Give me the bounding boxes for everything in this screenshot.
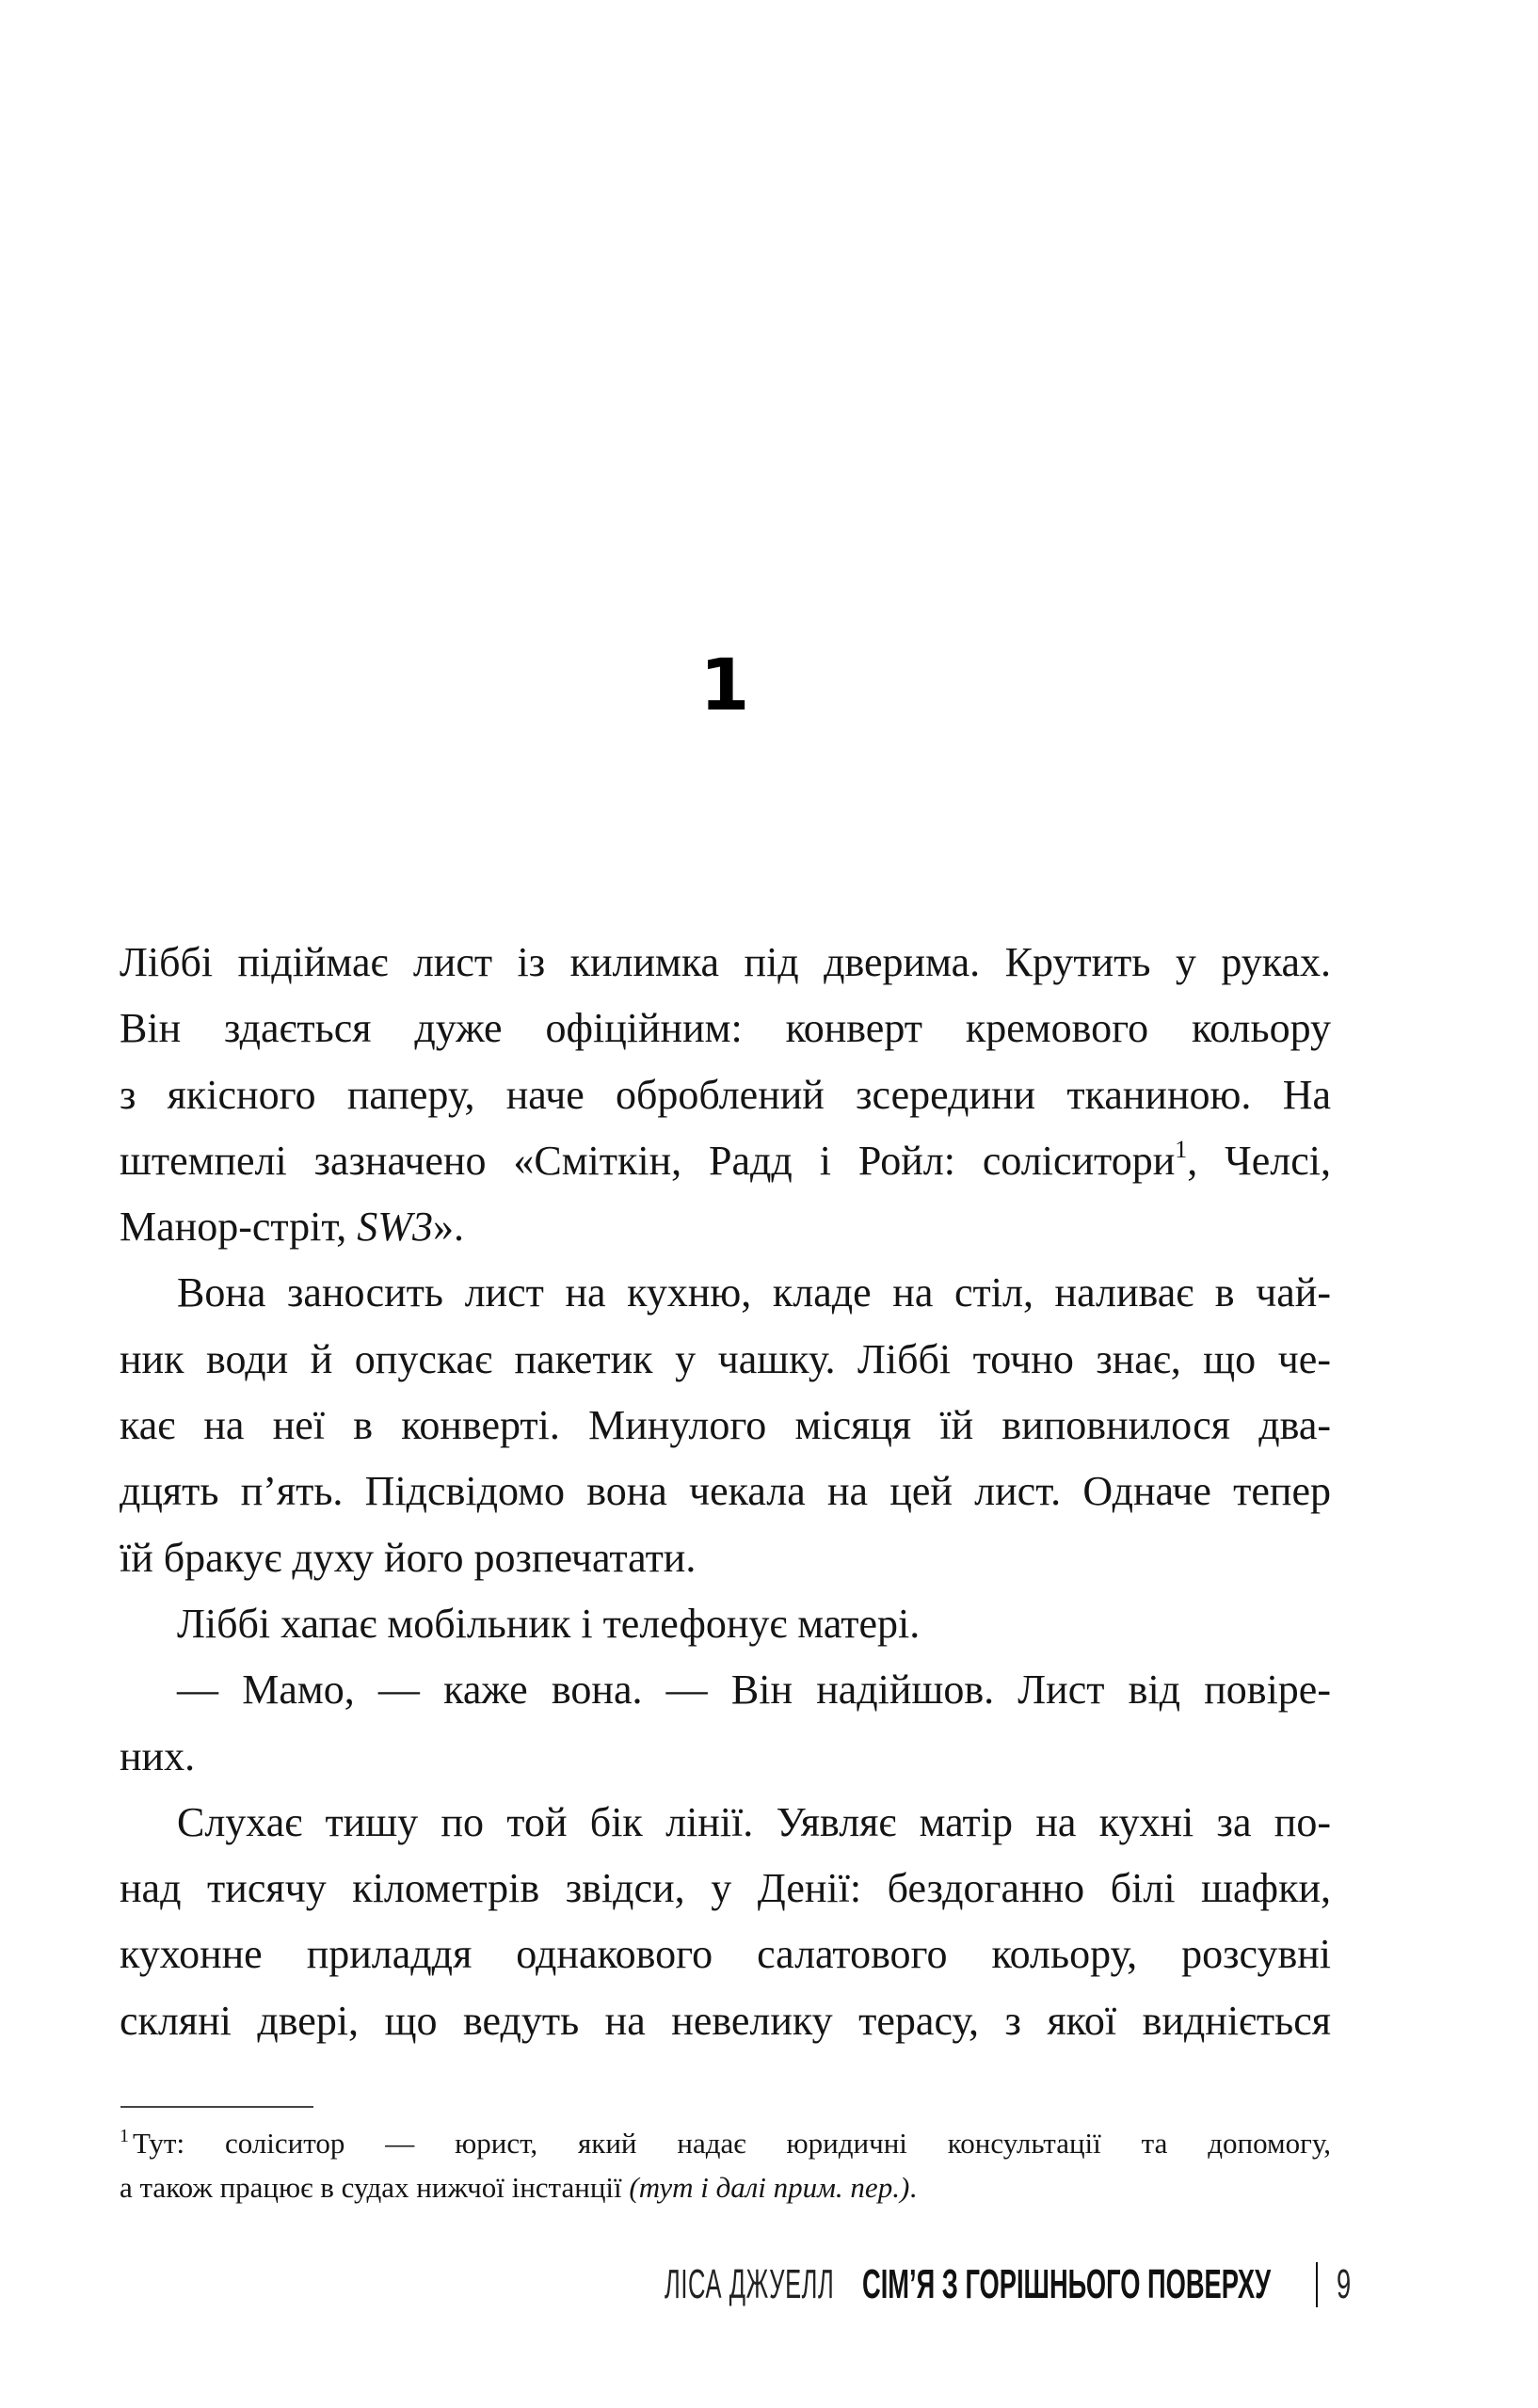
footnote-line — [120, 2121, 1331, 2165]
footnote-marker: 1 — [120, 2126, 129, 2146]
footnote-text: . — [909, 2171, 918, 2204]
footnote-line — [120, 2165, 1331, 2209]
body-line: — Мамо, — каже вона. — Він надійшов. Лист від повіре- — [177, 1666, 1331, 1714]
footnote-text: Тут: соліситор — юрист, який надає юридичні консультації та допомогу, — [133, 2127, 1331, 2160]
body-line-text: ». — [432, 1204, 464, 1251]
body-line: кає на неї в конверті. Минулого місяця їй виповнилося два- — [120, 1402, 1331, 1449]
chapter-number: 1 — [699, 643, 750, 726]
footnote-translator-note: (тут і далі прим. пер.) — [629, 2171, 910, 2204]
body-line: з якісного паперу, наче оброблений зсередини тканиною. На — [120, 1071, 1331, 1118]
body-line — [120, 1194, 1331, 1260]
body-line: Ліббі підіймає лист із килимка під дверима. Крутить у руках. — [120, 939, 1331, 985]
body-line: них. — [120, 1732, 196, 1779]
body-line: кухонне приладдя однакового салатового кольору, розсувні — [120, 1931, 1331, 1978]
body-line-text: Манор-стріт, — [120, 1204, 358, 1251]
body-line: Слухає тишу по той бік лінії. Уявляє матір на кухні за по- — [177, 1798, 1331, 1845]
body-line-text: штемпелі зазначено «Сміткін, Радд і Ройл: соліситори — [120, 1137, 1176, 1184]
footer-author: ЛІСА ДЖУЕЛЛ — [665, 2261, 835, 2307]
footer-book-title: СІМ’Я З ГОРІШНЬОГО ПОВЕРХУ — [862, 2261, 1272, 2307]
body-line: Вона заносить лист на кухню, кладе на стіл, наливає в чай- — [177, 1269, 1331, 1316]
body-line — [120, 1128, 1331, 1194]
footnote-text: а також працює в судах нижчої інстанції — [120, 2171, 630, 2204]
running-footer — [665, 2258, 1359, 2311]
footnote-reference[interactable]: 1 — [1175, 1135, 1188, 1163]
postcode-italic: SW3 — [357, 1204, 433, 1251]
page-number: 9 — [1337, 2261, 1352, 2307]
body-line: Він здається дуже офіційним: конверт кремового кольору — [120, 1005, 1331, 1052]
footnote — [120, 2121, 1331, 2209]
body-line: Ліббі хапає мобільник і телефонує матері. — [177, 1600, 921, 1647]
body-line: над тисячу кілометрів звідси, у Денії: бездоганно білі шафки, — [120, 1865, 1331, 1912]
footer-separator — [1316, 2262, 1318, 2307]
body-line: дцять п’ять. Підсвідомо вона чекала на цей лист. Одначе тепер — [120, 1468, 1331, 1515]
body-line: ник води й опускає пакетик у чашку. Ліббі точно знає, що че- — [120, 1335, 1331, 1382]
chapter-body — [120, 930, 1331, 2054]
body-line-text: , Челсі, — [1187, 1137, 1331, 1184]
body-line: скляні двері, що ведуть на невелику терасу, з якої видніється — [120, 1997, 1331, 2044]
body-line: їй бракує духу його розпечатати. — [120, 1534, 697, 1581]
footnote-divider — [120, 2106, 313, 2108]
